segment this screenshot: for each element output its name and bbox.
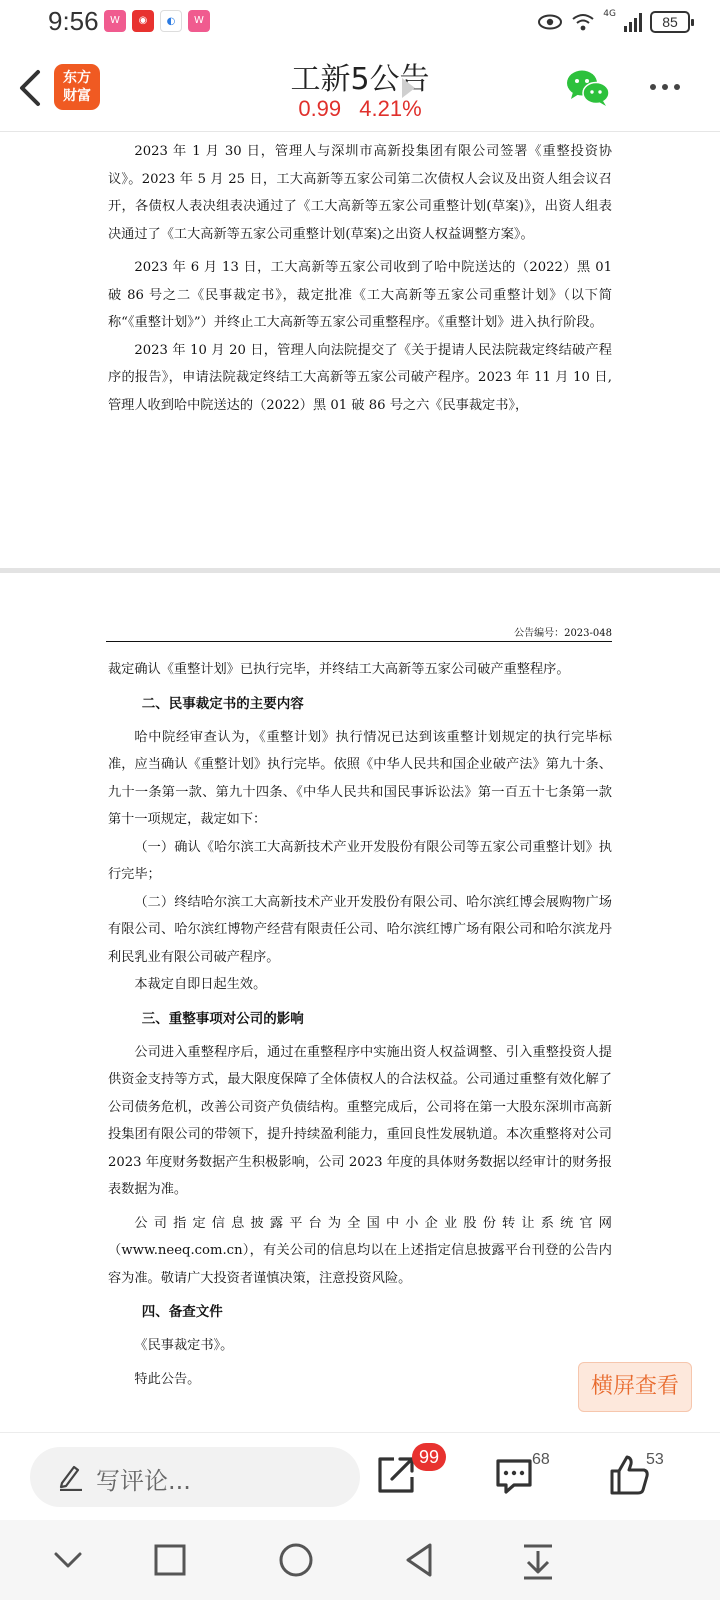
stock-title[interactable]: 工新5公告 <box>290 62 430 97</box>
browser-icon: ◐ <box>160 10 182 32</box>
recents-square-icon[interactable] <box>148 1538 192 1582</box>
doc-paragraph: 2023 年 6 月 13 日，工大高新等五家公司收到了哈中院送达的（2022）黑 01 破 86 号之二《民事裁定书》，裁定批准《工大高新等五家公司重整计划》（以下简称“《重整计划》”）并终止工大高新等五家公司重整程序。《重整计划》进入执行阶段。 <box>108 260 612 330</box>
announcement-number: 公告编号：2023-048 <box>514 628 612 639</box>
doc-paragraph: 本裁定自即日起生效。 <box>134 977 267 992</box>
doc-paragraph: 公司进入重整程序后，通过在重整程序中实施出资人权益调整、引入重整投资人提供资金支持等方式，最大限度保障了全体债权人的合法权益。公司通过重整有效化解了公司债务危机，改善公司资产负债结构。重整完成后，公司将在第一大股东深圳市高新投集团有限公司的带领下，提升持续盈利能力，重回良性发展轨道。本次重整将对公司 2023 年度财务数据产生积极影响，公司 2023 年度的具体财务数据以经审计的财务报表数据为准。 <box>108 1044 612 1197</box>
battery-icon: 85 <box>650 11 690 33</box>
doc-paragraph: （一）确认《哈尔滨工大高新技术产业开发股份有限公司等五家公司重整计划》执行完毕； <box>108 839 612 882</box>
landscape-view-button[interactable]: 横屏查看 <box>578 1362 692 1412</box>
document-page-2 <box>108 656 612 1393</box>
status-time: 9:56 <box>48 6 99 36</box>
section-heading: 三、重整事项对公司的影响 <box>141 1010 304 1027</box>
wechat-share-icon[interactable] <box>566 68 610 108</box>
home-circle-icon[interactable] <box>274 1538 318 1582</box>
app-header <box>0 44 720 132</box>
doc-paragraph: 2023 年 10 月 20 日，管理人向法院提交了《关于提请人民法院裁定终结破产程序的报告》，申请法院裁定终结工大高新等五家公司破产程序。2023 年 11 月 10 日,管理人收到哈中院送达的（2022）黑 01 破 86 号之六《民事裁定书》， <box>108 342 612 413</box>
logo-line-2: 财富 <box>63 88 91 104</box>
stock-quote[interactable] <box>0 96 720 122</box>
like-count: 53 <box>646 1451 664 1468</box>
stock-price: 0.99 <box>298 96 342 121</box>
page-divider <box>0 568 720 573</box>
chevron-down-icon[interactable] <box>46 1538 90 1582</box>
weibo-icon: W <box>104 10 126 32</box>
pen-icon <box>58 1463 84 1491</box>
comment-placeholder: 写评论... <box>96 1467 191 1495</box>
wifi-icon <box>571 12 595 32</box>
expand-arrow-icon[interactable] <box>402 78 415 98</box>
weibo-icon: W <box>188 10 210 32</box>
signal-icon <box>624 12 642 32</box>
network-type: 4G <box>603 9 616 19</box>
system-nav-bar <box>0 1520 720 1600</box>
section-heading: 四、备查文件 <box>141 1304 223 1320</box>
news-icon: ◉ <box>132 10 154 32</box>
back-triangle-icon[interactable] <box>398 1538 442 1582</box>
more-options-icon[interactable] <box>650 84 680 90</box>
doc-paragraph: （二）终结哈尔滨工大高新技术产业开发股份有限公司、哈尔滨红博会展购物广场有限公司、哈尔滨红博物产经营有限责任公司、哈尔滨红博广场有限公司和哈尔滨龙丹利民乳业有限公司破产程序。 <box>108 894 612 965</box>
status-bar <box>0 0 720 44</box>
doc-paragraph: 特此公告。 <box>134 1371 201 1387</box>
doc-paragraph: 哈中院经审查认为，《重整计划》执行情况已达到该重整计划规定的执行完毕标准，应当确认《重整计划》执行完毕。依照《中华人民共和国企业破产法》第九十条、九十一条第一款、第九十四条、《中华人民共和国民事诉讼法》第一百五十七条第一款第十一项规定，裁定如下： <box>108 729 612 827</box>
document-page-1 <box>108 138 612 419</box>
doc-paragraph: 2023 年 1 月 30 日，管理人与深圳市高新投集团有限公司签署《重整投资协议》。2023 年 5 月 25 日，工大高新等五家公司第二次债权人会议及出资人组会议召开，各债权人表决组表决通过了《工大高新等五家公司重整计划(草案)》，出资人组表决通过了《工大高新等五家公司重整计划(草案)之出资人权益调整方案》。 <box>108 144 612 242</box>
comment-bar <box>0 1432 720 1518</box>
section-heading: 二、民事裁定书的主要内容 <box>141 695 304 712</box>
doc-paragraph: 公司指定信息披露平台为全国中小企业股份转让系统官网（www.neeq.com.cn），有关公司的信息均以在上述指定信息披露平台刊登的公告内容为准。敬请广大投资者谨慎决策，注意投资风险。 <box>108 1215 612 1286</box>
eye-icon <box>537 14 563 30</box>
stock-change-pct: 4.21% <box>359 96 422 121</box>
page-header-rule <box>106 624 612 642</box>
comment-count: 68 <box>532 1451 550 1468</box>
doc-paragraph: 《民事裁定书》。 <box>134 1338 234 1353</box>
doc-paragraph: 裁定确认《重整计划》已执行完毕，并终结工大高新等五家公司破产重整程序。 <box>108 662 570 677</box>
collapse-down-icon[interactable] <box>516 1538 560 1582</box>
logo-line-1: 东方 <box>63 70 91 86</box>
status-indicators <box>537 8 690 36</box>
share-badge: 99 <box>412 1443 446 1471</box>
comment-input[interactable] <box>30 1447 360 1507</box>
comment-icon[interactable] <box>492 1453 536 1497</box>
